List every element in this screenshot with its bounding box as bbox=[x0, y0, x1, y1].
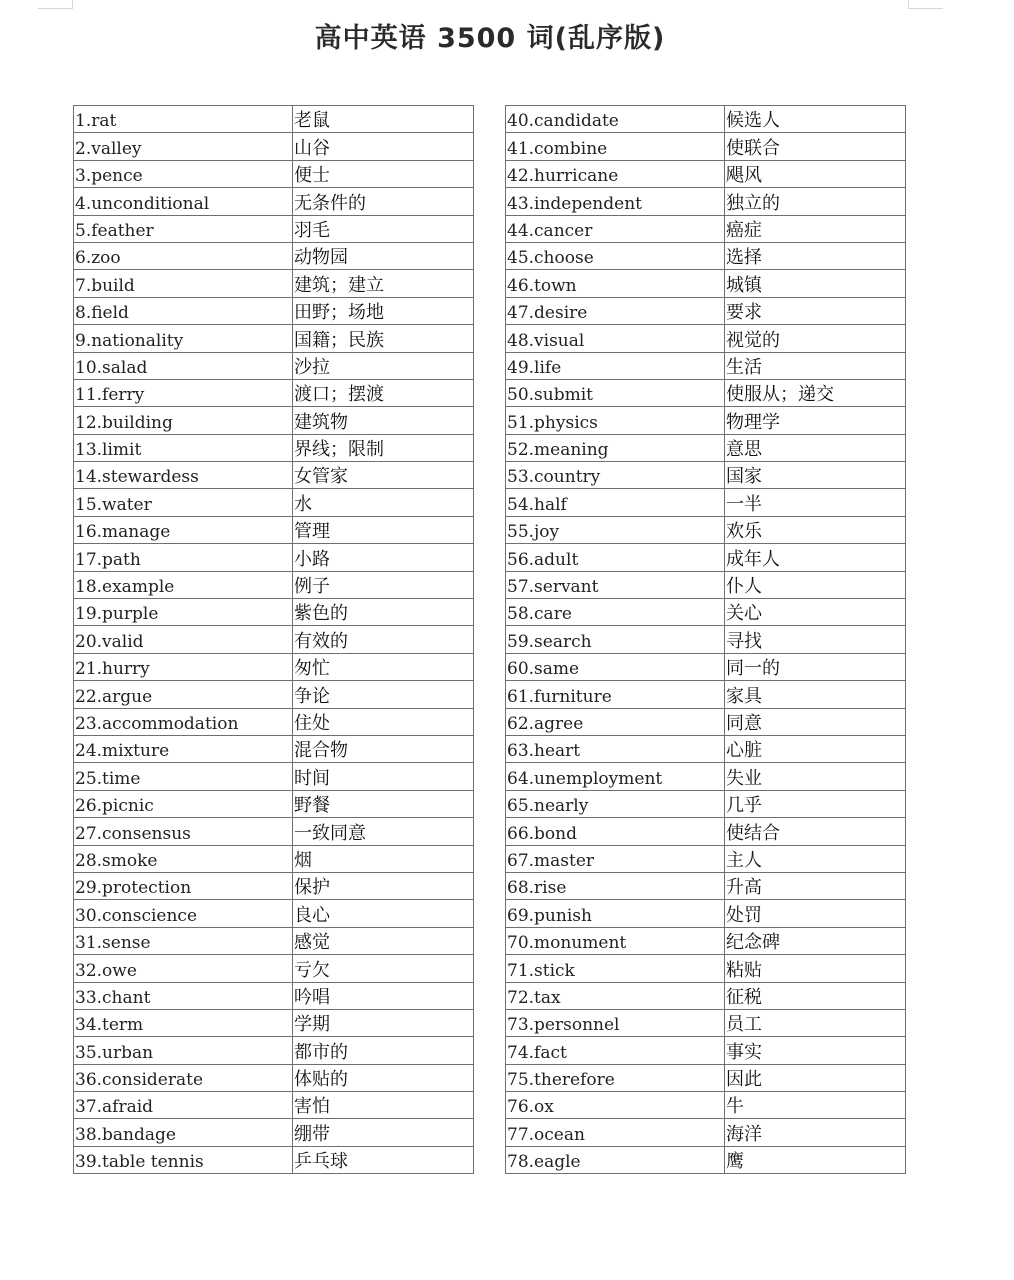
english-word: 60.same bbox=[506, 653, 725, 680]
vocab-row bbox=[506, 845, 906, 872]
english-word: 70.monument bbox=[506, 927, 725, 954]
chinese-meaning: 使结合 bbox=[725, 818, 906, 845]
vocab-row bbox=[506, 763, 906, 790]
english-word: 33.chant bbox=[74, 982, 293, 1009]
chinese-meaning: 体贴的 bbox=[293, 1064, 474, 1091]
vocab-row bbox=[506, 790, 906, 817]
chinese-meaning: 感觉 bbox=[293, 927, 474, 954]
chinese-meaning: 使服从；递交 bbox=[725, 379, 906, 406]
vocab-row bbox=[74, 407, 474, 434]
vocab-row bbox=[74, 462, 474, 489]
chinese-meaning: 城镇 bbox=[725, 270, 906, 297]
vocab-row bbox=[74, 1009, 474, 1036]
english-word: 43.independent bbox=[506, 188, 725, 215]
english-word: 20.valid bbox=[74, 626, 293, 653]
chinese-meaning: 害怕 bbox=[293, 1092, 474, 1119]
vocab-row bbox=[74, 626, 474, 653]
chinese-meaning: 视觉的 bbox=[725, 325, 906, 352]
english-word: 35.urban bbox=[74, 1037, 293, 1064]
vocab-row bbox=[74, 242, 474, 269]
vocab-row bbox=[74, 872, 474, 899]
english-word: 27.consensus bbox=[74, 818, 293, 845]
english-word: 66.bond bbox=[506, 818, 725, 845]
vocab-row bbox=[506, 681, 906, 708]
chinese-meaning: 乒乓球 bbox=[293, 1146, 474, 1173]
english-word: 44.cancer bbox=[506, 215, 725, 242]
english-word: 3.pence bbox=[74, 160, 293, 187]
crop-mark-left bbox=[38, 0, 73, 9]
vocab-row bbox=[506, 270, 906, 297]
chinese-meaning: 征税 bbox=[725, 982, 906, 1009]
english-word: 73.personnel bbox=[506, 1009, 725, 1036]
english-word: 18.example bbox=[74, 571, 293, 598]
english-word: 9.nationality bbox=[74, 325, 293, 352]
chinese-meaning: 小路 bbox=[293, 544, 474, 571]
chinese-meaning: 一致同意 bbox=[293, 818, 474, 845]
english-word: 75.therefore bbox=[506, 1064, 725, 1091]
chinese-meaning: 野餐 bbox=[293, 790, 474, 817]
vocab-row bbox=[74, 133, 474, 160]
english-word: 10.salad bbox=[74, 352, 293, 379]
vocab-row bbox=[74, 599, 474, 626]
chinese-meaning: 独立的 bbox=[725, 188, 906, 215]
chinese-meaning: 国家 bbox=[725, 462, 906, 489]
vocab-row bbox=[506, 379, 906, 406]
english-word: 65.nearly bbox=[506, 790, 725, 817]
english-word: 49.life bbox=[506, 352, 725, 379]
english-word: 7.build bbox=[74, 270, 293, 297]
vocab-row bbox=[74, 160, 474, 187]
vocab-row bbox=[506, 407, 906, 434]
english-word: 45.choose bbox=[506, 242, 725, 269]
vocab-row bbox=[506, 215, 906, 242]
vocab-row bbox=[506, 653, 906, 680]
chinese-meaning: 动物园 bbox=[293, 242, 474, 269]
english-word: 16.manage bbox=[74, 516, 293, 543]
vocab-row bbox=[506, 927, 906, 954]
english-word: 14.stewardess bbox=[74, 462, 293, 489]
vocab-row bbox=[506, 982, 906, 1009]
chinese-meaning: 吟唱 bbox=[293, 982, 474, 1009]
chinese-meaning: 保护 bbox=[293, 872, 474, 899]
english-word: 22.argue bbox=[74, 681, 293, 708]
english-word: 47.desire bbox=[506, 297, 725, 324]
chinese-meaning: 绷带 bbox=[293, 1119, 474, 1146]
vocab-row bbox=[74, 1119, 474, 1146]
vocab-row bbox=[506, 599, 906, 626]
chinese-meaning: 寻找 bbox=[725, 626, 906, 653]
chinese-meaning: 飓风 bbox=[725, 160, 906, 187]
vocab-row bbox=[74, 215, 474, 242]
vocab-row bbox=[506, 516, 906, 543]
page-title: 高中英语 3500 词(乱序版) bbox=[314, 23, 666, 54]
vocab-row bbox=[74, 763, 474, 790]
english-word: 41.combine bbox=[506, 133, 725, 160]
chinese-meaning: 一半 bbox=[725, 489, 906, 516]
vocab-row bbox=[506, 242, 906, 269]
chinese-meaning: 烟 bbox=[293, 845, 474, 872]
vocab-row bbox=[506, 1146, 906, 1173]
english-word: 71.stick bbox=[506, 955, 725, 982]
english-word: 26.picnic bbox=[74, 790, 293, 817]
chinese-meaning: 有效的 bbox=[293, 626, 474, 653]
vocab-row bbox=[74, 516, 474, 543]
vocab-row bbox=[74, 845, 474, 872]
crop-mark-right bbox=[908, 0, 943, 9]
english-word: 24.mixture bbox=[74, 735, 293, 762]
chinese-meaning: 紫色的 bbox=[293, 599, 474, 626]
vocab-row bbox=[74, 379, 474, 406]
vocab-row bbox=[506, 462, 906, 489]
chinese-meaning: 事实 bbox=[725, 1037, 906, 1064]
english-word: 11.ferry bbox=[74, 379, 293, 406]
vocab-row bbox=[74, 571, 474, 598]
english-word: 68.rise bbox=[506, 872, 725, 899]
chinese-meaning: 要求 bbox=[725, 297, 906, 324]
english-word: 53.country bbox=[506, 462, 725, 489]
vocab-row bbox=[74, 1037, 474, 1064]
vocab-row bbox=[74, 270, 474, 297]
chinese-meaning: 建筑；建立 bbox=[293, 270, 474, 297]
english-word: 1.rat bbox=[74, 106, 293, 133]
english-word: 19.purple bbox=[74, 599, 293, 626]
chinese-meaning: 欢乐 bbox=[725, 516, 906, 543]
english-word: 34.term bbox=[74, 1009, 293, 1036]
chinese-meaning: 物理学 bbox=[725, 407, 906, 434]
english-word: 64.unemployment bbox=[506, 763, 725, 790]
english-word: 63.heart bbox=[506, 735, 725, 762]
vocab-row bbox=[74, 790, 474, 817]
english-word: 5.feather bbox=[74, 215, 293, 242]
vocab-row bbox=[74, 927, 474, 954]
english-word: 39.table tennis bbox=[74, 1146, 293, 1173]
chinese-meaning: 建筑物 bbox=[293, 407, 474, 434]
chinese-meaning: 员工 bbox=[725, 1009, 906, 1036]
vocab-row bbox=[506, 955, 906, 982]
chinese-meaning: 失业 bbox=[725, 763, 906, 790]
english-word: 13.limit bbox=[74, 434, 293, 461]
chinese-meaning: 管理 bbox=[293, 516, 474, 543]
english-word: 54.half bbox=[506, 489, 725, 516]
vocab-row bbox=[74, 106, 474, 133]
chinese-meaning: 都市的 bbox=[293, 1037, 474, 1064]
vocab-row bbox=[74, 1092, 474, 1119]
vocab-table-right bbox=[505, 105, 906, 1174]
english-word: 37.afraid bbox=[74, 1092, 293, 1119]
english-word: 46.town bbox=[506, 270, 725, 297]
chinese-meaning: 便士 bbox=[293, 160, 474, 187]
vocab-row bbox=[74, 325, 474, 352]
vocab-row bbox=[74, 544, 474, 571]
english-word: 28.smoke bbox=[74, 845, 293, 872]
vocab-row bbox=[506, 1009, 906, 1036]
vocab-row bbox=[506, 297, 906, 324]
chinese-meaning: 成年人 bbox=[725, 544, 906, 571]
english-word: 4.unconditional bbox=[74, 188, 293, 215]
english-word: 50.submit bbox=[506, 379, 725, 406]
chinese-meaning: 水 bbox=[293, 489, 474, 516]
vocab-row bbox=[506, 352, 906, 379]
vocab-row bbox=[506, 325, 906, 352]
english-word: 69.punish bbox=[506, 900, 725, 927]
english-word: 77.ocean bbox=[506, 1119, 725, 1146]
english-word: 57.servant bbox=[506, 571, 725, 598]
chinese-meaning: 混合物 bbox=[293, 735, 474, 762]
english-word: 59.search bbox=[506, 626, 725, 653]
english-word: 51.physics bbox=[506, 407, 725, 434]
vocab-row bbox=[74, 982, 474, 1009]
english-word: 6.zoo bbox=[74, 242, 293, 269]
english-word: 48.visual bbox=[506, 325, 725, 352]
english-word: 55.joy bbox=[506, 516, 725, 543]
chinese-meaning: 候选人 bbox=[725, 106, 906, 133]
english-word: 42.hurricane bbox=[506, 160, 725, 187]
vocab-row bbox=[74, 653, 474, 680]
vocab-row bbox=[74, 818, 474, 845]
vocab-row bbox=[506, 160, 906, 187]
chinese-meaning: 同意 bbox=[725, 708, 906, 735]
vocab-row bbox=[506, 106, 906, 133]
english-word: 21.hurry bbox=[74, 653, 293, 680]
vocab-table-left-body bbox=[74, 106, 474, 1174]
chinese-meaning: 山谷 bbox=[293, 133, 474, 160]
chinese-meaning: 沙拉 bbox=[293, 352, 474, 379]
english-word: 58.care bbox=[506, 599, 725, 626]
chinese-meaning: 主人 bbox=[725, 845, 906, 872]
chinese-meaning: 同一的 bbox=[725, 653, 906, 680]
vocab-row bbox=[74, 188, 474, 215]
chinese-meaning: 心脏 bbox=[725, 735, 906, 762]
chinese-meaning: 无条件的 bbox=[293, 188, 474, 215]
chinese-meaning: 女管家 bbox=[293, 462, 474, 489]
english-word: 72.tax bbox=[506, 982, 725, 1009]
vocab-row bbox=[74, 1146, 474, 1173]
english-word: 8.field bbox=[74, 297, 293, 324]
vocab-row bbox=[74, 1064, 474, 1091]
english-word: 17.path bbox=[74, 544, 293, 571]
chinese-meaning: 学期 bbox=[293, 1009, 474, 1036]
vocab-row bbox=[74, 955, 474, 982]
vocab-row bbox=[506, 818, 906, 845]
chinese-meaning: 使联合 bbox=[725, 133, 906, 160]
english-word: 36.considerate bbox=[74, 1064, 293, 1091]
chinese-meaning: 升高 bbox=[725, 872, 906, 899]
chinese-meaning: 家具 bbox=[725, 681, 906, 708]
vocab-row bbox=[74, 297, 474, 324]
vocab-row bbox=[506, 735, 906, 762]
english-word: 2.valley bbox=[74, 133, 293, 160]
vocab-row bbox=[506, 872, 906, 899]
english-word: 76.ox bbox=[506, 1092, 725, 1119]
vocab-row bbox=[506, 1064, 906, 1091]
chinese-meaning: 意思 bbox=[725, 434, 906, 461]
vocab-row bbox=[74, 489, 474, 516]
english-word: 40.candidate bbox=[506, 106, 725, 133]
vocab-row bbox=[74, 900, 474, 927]
chinese-meaning: 渡口；摆渡 bbox=[293, 379, 474, 406]
english-word: 61.furniture bbox=[506, 681, 725, 708]
chinese-meaning: 鹰 bbox=[725, 1146, 906, 1173]
vocab-row bbox=[506, 571, 906, 598]
english-word: 31.sense bbox=[74, 927, 293, 954]
chinese-meaning: 羽毛 bbox=[293, 215, 474, 242]
vocab-row bbox=[506, 708, 906, 735]
english-word: 29.protection bbox=[74, 872, 293, 899]
chinese-meaning: 关心 bbox=[725, 599, 906, 626]
chinese-meaning: 匆忙 bbox=[293, 653, 474, 680]
chinese-meaning: 因此 bbox=[725, 1064, 906, 1091]
english-word: 38.bandage bbox=[74, 1119, 293, 1146]
vocab-row bbox=[506, 544, 906, 571]
chinese-meaning: 国籍；民族 bbox=[293, 325, 474, 352]
chinese-meaning: 老鼠 bbox=[293, 106, 474, 133]
vocab-table-left bbox=[73, 105, 474, 1174]
english-word: 25.time bbox=[74, 763, 293, 790]
vocab-row bbox=[74, 352, 474, 379]
vocab-row bbox=[74, 681, 474, 708]
vocab-row bbox=[506, 900, 906, 927]
chinese-meaning: 选择 bbox=[725, 242, 906, 269]
chinese-meaning: 仆人 bbox=[725, 571, 906, 598]
english-word: 67.master bbox=[506, 845, 725, 872]
english-word: 32.owe bbox=[74, 955, 293, 982]
english-word: 56.adult bbox=[506, 544, 725, 571]
chinese-meaning: 粘贴 bbox=[725, 955, 906, 982]
chinese-meaning: 癌症 bbox=[725, 215, 906, 242]
chinese-meaning: 海洋 bbox=[725, 1119, 906, 1146]
vocab-row bbox=[506, 1037, 906, 1064]
vocab-row bbox=[506, 1119, 906, 1146]
english-word: 52.meaning bbox=[506, 434, 725, 461]
vocab-row bbox=[506, 133, 906, 160]
vocab-table-right-body bbox=[506, 106, 906, 1174]
chinese-meaning: 界线；限制 bbox=[293, 434, 474, 461]
chinese-meaning: 牛 bbox=[725, 1092, 906, 1119]
chinese-meaning: 时间 bbox=[293, 763, 474, 790]
chinese-meaning: 亏欠 bbox=[293, 955, 474, 982]
vocab-row bbox=[506, 188, 906, 215]
vocab-row bbox=[74, 708, 474, 735]
vocab-row bbox=[506, 489, 906, 516]
chinese-meaning: 住处 bbox=[293, 708, 474, 735]
english-word: 23.accommodation bbox=[74, 708, 293, 735]
vocab-row bbox=[506, 1092, 906, 1119]
vocab-row bbox=[74, 735, 474, 762]
chinese-meaning: 争论 bbox=[293, 681, 474, 708]
vocab-row bbox=[506, 434, 906, 461]
english-word: 15.water bbox=[74, 489, 293, 516]
chinese-meaning: 处罚 bbox=[725, 900, 906, 927]
english-word: 62.agree bbox=[506, 708, 725, 735]
english-word: 74.fact bbox=[506, 1037, 725, 1064]
chinese-meaning: 例子 bbox=[293, 571, 474, 598]
chinese-meaning: 几乎 bbox=[725, 790, 906, 817]
chinese-meaning: 良心 bbox=[293, 900, 474, 927]
vocab-row bbox=[506, 626, 906, 653]
chinese-meaning: 田野；场地 bbox=[293, 297, 474, 324]
chinese-meaning: 生活 bbox=[725, 352, 906, 379]
english-word: 12.building bbox=[74, 407, 293, 434]
vocab-row bbox=[74, 434, 474, 461]
english-word: 30.conscience bbox=[74, 900, 293, 927]
english-word: 78.eagle bbox=[506, 1146, 725, 1173]
chinese-meaning: 纪念碑 bbox=[725, 927, 906, 954]
